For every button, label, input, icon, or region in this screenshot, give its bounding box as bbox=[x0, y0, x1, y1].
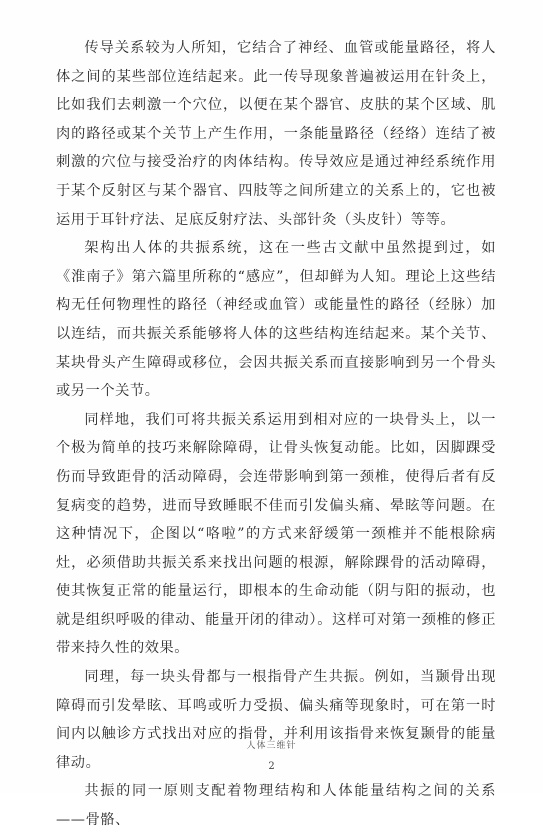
body-text bbox=[56, 34, 496, 835]
paragraph-resonance-application: 同样地，我们可将共振关系运用到相对应的一块骨头上，以一个极为简单的技巧来解除障碍，让骨头恢复动能。比如，因脚踝受伤而导致距骨的活动障碍，会连带影响到第一颈椎，使得后者有反复病变的趋势，进而导致睡眠不佳而引发偏头痛、晕眩等问题。在这种情况下，企图以“咯啦”的方式来舒缓第一颈椎并不能根除病灶，必须借助共振关系来找出问题的根源，解除踝骨的活动障碍，使其恢复正常的能量运行，即根本的生命动能（阴与阳的振动，也就是组织呼吸的律动、能量开闭的律动）。这样可对第一颈椎的修正带来持久性的效果。 bbox=[56, 411, 496, 657]
running-footer-title: 人体三维针 bbox=[246, 741, 297, 751]
paragraph-resonance-principle: 共振的同一原则支配着物理结构和人体能量结构之间的关系——骨骼、 bbox=[56, 783, 496, 829]
paragraph-resonance-system: 架构出人体的共振系统，这在一些古文献中虽然提到过，如《淮南子》第六篇里所称的“感应”，但却鲜为人知。理论上这些结构无任何物理性的路径（神经或血管）或能量性的路径（经脉）加以连结，而共振关系能够将人体的这些结构连结起来。某个关节、某块骨头产生障碍或移位，会因共振关系而直接影响到另一个骨头或另一个关节。 bbox=[56, 240, 496, 400]
page-number: 2 bbox=[268, 761, 275, 772]
paragraph-conduction: 传导关系较为人所知，它结合了神经、血管或能量路径，将人体之间的某些部位连结起来。此一传导现象普遍被运用在针灸上，比如我们去刺激一个穴位，以便在某个器官、皮肤的某个区域、肌肉的路径或某个关节上产生作用，一条能量路径（经络）连结了被刺激的穴位与接受治疗的肉体结构。传导效应是通过神经系统作用于某个反射区与某个器官、四肢等之间所建立的关系上的，它也被运用于耳针疗法、足底反射疗法、头部针灸（头皮针）等等。 bbox=[56, 40, 496, 228]
paragraph-skull-finger: 同理，每一块头骨都与一根指骨产生共振。例如，当颞骨出现障碍而引发晕眩、耳鸣或听力受损、偏头痛等现象时，可在第一时间内以触诊方式找出对应的指骨，并利用该指骨来恢复颞骨的能量律动。 bbox=[56, 669, 496, 771]
